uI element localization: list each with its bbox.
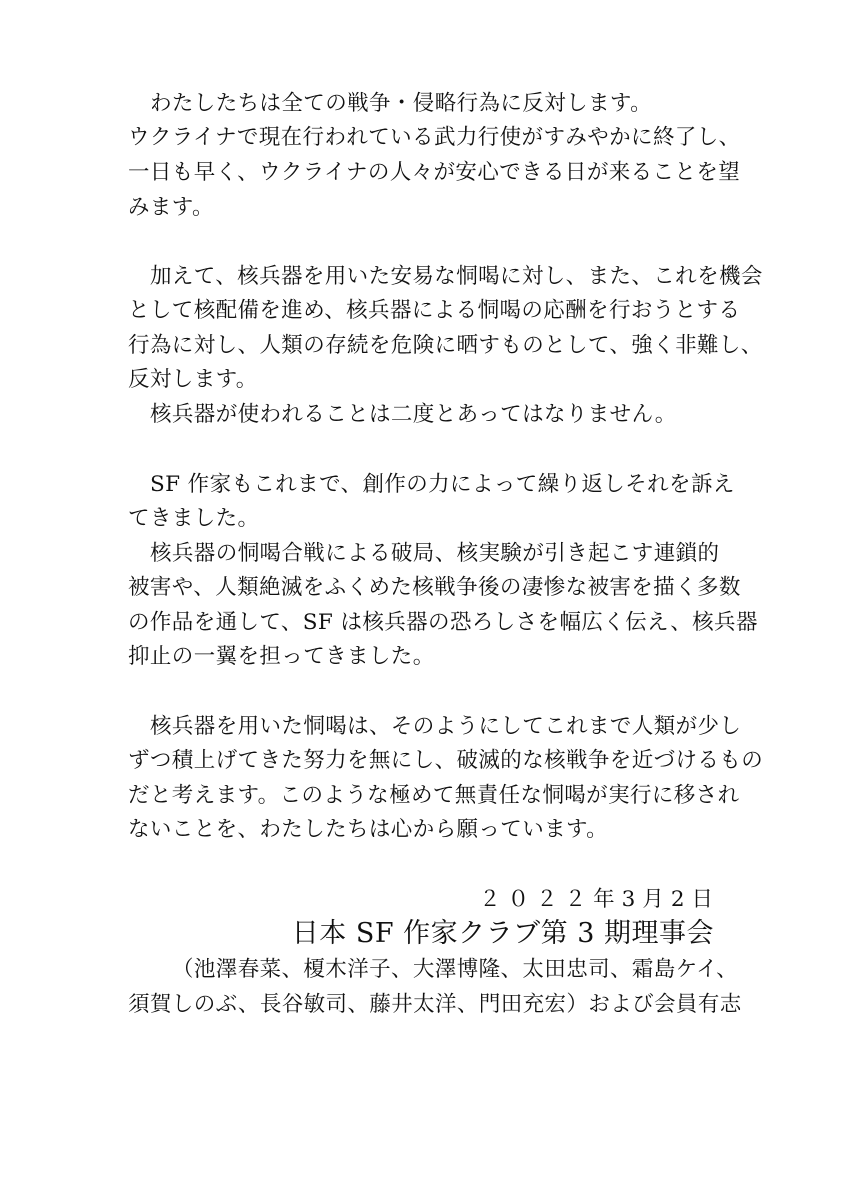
paragraph-2-line-2: として核配備を進め、核兵器による恫喝の応酬を行おうとする: [128, 298, 741, 323]
paragraph-1-line-1: わたしたちは全ての戦争・侵略行為に反対します。: [150, 91, 652, 116]
paragraph-4-line-3: だと考えます。このような極めて無責任な恫喝が実行に移され: [128, 783, 740, 808]
paragraph-3-line-1: SF 作家もこれまで、創作の力によって繰り返しそれを訴え: [150, 472, 735, 497]
signature-members-line-2: 須賀しのぶ、長谷敏司、藤井太洋、門田充宏）および会員有志: [128, 992, 742, 1017]
signature-members-line-1: （池澤春菜、榎木洋子、大澤博隆、太田忠司、霜島ケイ、: [172, 957, 738, 982]
paragraph-2-line-4: 反対します。: [128, 367, 258, 392]
signature-organization: 日本 SF 作家クラブ第 3 期理事会: [291, 918, 714, 949]
paragraph-2-line-1: 加えて、核兵器を用いた安易な恫喝に対し、また、これを機会: [150, 264, 763, 289]
signature-date: ２０２２年3月2日: [479, 887, 720, 912]
paragraph-1-line-3: 一日も早く、ウクライナの人々が安心できる日が来ることを望: [128, 160, 741, 185]
paragraph-4-line-4: ないことを、わたしたちは心から願っています。: [128, 817, 609, 842]
paragraph-3-line-2: てきました。: [128, 506, 260, 531]
paragraph-3-line-6: 抑止の一翼を担ってきました。: [128, 644, 435, 669]
paragraph-4-line-2: ずつ積上げてきた努力を無にし、破滅的な核戦争を近づけるもの: [128, 748, 764, 773]
paragraph-3-line-4: 被害や、人類絶滅をふくめた核戦争後の凄惨な被害を描く多数: [128, 575, 741, 600]
paragraph-3-line-5: の作品を通して、SF は核兵器の恐ろしさを幅広く伝え、核兵器: [128, 610, 758, 635]
paragraph-2-line-5: 核兵器が使われることは二度とあってはなりません。: [150, 402, 677, 427]
paragraph-3-line-3: 核兵器の恫喝合戦による破局、核実験が引き起こす連鎖的: [150, 541, 720, 566]
paragraph-1-line-2: ウクライナで現在行われている武力行使がすみやかに終了し、: [128, 125, 741, 150]
paragraph-2-line-3: 行為に対し、人類の存続を危険に晒すものとして、強く非難し、: [128, 333, 763, 358]
paragraph-4-line-1: 核兵器を用いた恫喝は、そのようにしてこれまで人類が少し: [150, 714, 742, 739]
paragraph-1-line-4: みます。: [128, 195, 214, 220]
